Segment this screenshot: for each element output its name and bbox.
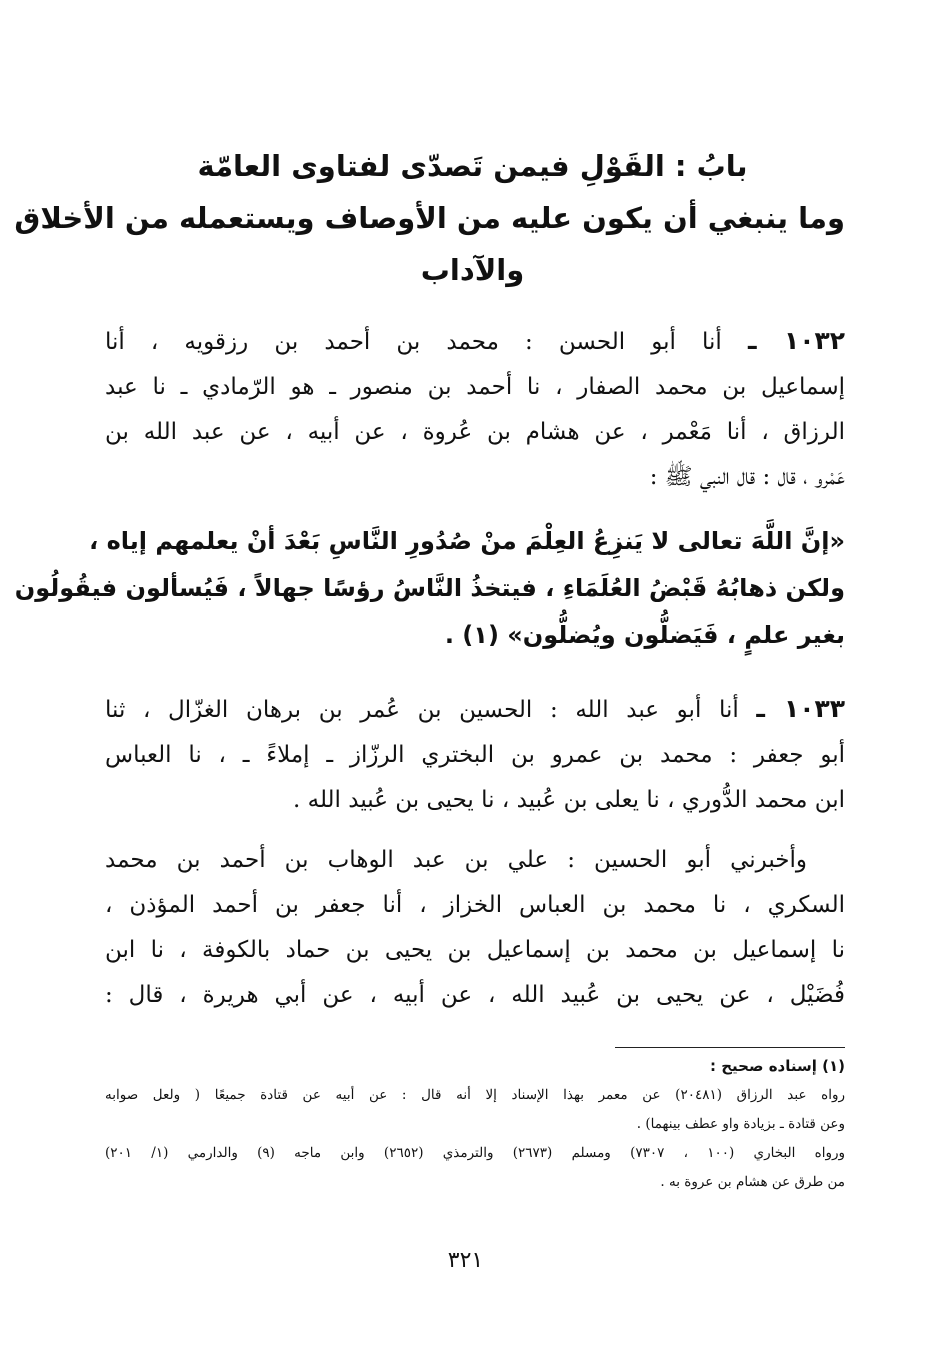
paragraph-1032-line-1 bbox=[105, 318, 845, 365]
chapter-title-line-1: بابُ : القَوْلِ فيمن تَصدّى لفتاوى العامّة bbox=[197, 149, 748, 183]
footnote-line-1: رواه عبد الرزاق (٢٠٤٨١) عن معمر بهذا الإسناد إلا أنه قال : عن أبيه عن قتادة جميعًا ( ولعل صوابه bbox=[105, 1087, 845, 1103]
paragraph-continuation-line-3: نا إسماعيل بن محمد بن إسماعيل بن يحيى بن حماد بالكوفة ، نا ابن bbox=[105, 937, 845, 963]
chapter-title-line-3: والآداب bbox=[420, 253, 525, 287]
paragraph-number-1032: ١٠٣٢ ـ bbox=[747, 326, 846, 355]
paragraph-number-1033: ١٠٣٣ ـ bbox=[756, 694, 846, 723]
paragraph-1033-line-2: أبو جعفر : محمد بن عمرو بن البختري الرزّاز ـ إملاءً ـ ، نا العباس bbox=[105, 742, 845, 768]
footnote-heading: (١) إسناده صحيح : bbox=[710, 1057, 845, 1075]
page-number: ٣٢١ bbox=[447, 1248, 484, 1273]
text-line: أنا أبو الحسن : محمد بن أحمد بن رزقويه ، أنا bbox=[105, 329, 722, 355]
paragraph-1032-line-2: إسماعيل بن محمد الصفار ، نا أحمد بن منصور ـ هو الرّمادي ـ نا عبد bbox=[105, 374, 845, 400]
chapter-title bbox=[14, 140, 845, 296]
footnote-divider bbox=[615, 1047, 845, 1048]
paragraph-1033-line-3: ابن محمد الدُّوري ، نا يعلى بن عُبيد ، نا يحيى بن عُبيد الله . bbox=[292, 787, 845, 813]
paragraph-continuation-line-4: فُضَيْل ، عن يحيى بن عُبيد الله ، عن أبيه ، عن أبي هريرة ، قال : bbox=[105, 982, 845, 1008]
paragraph-1032 bbox=[105, 318, 845, 500]
paragraph-continuation-line-1: وأخبرني أبو الحسين : علي بن عبد الوهاب بن أحمد بن محمد bbox=[105, 847, 807, 873]
hadith-line-1: «إنَّ اللَّهَ تعالى لا يَنزِعُ العِلْمَ منْ صُدُورِ النَّاسِ بَعْدَ أنْ يعلمهم إياه ، bbox=[89, 527, 845, 555]
hadith-line-2: ولكن ذهابُهُ قَبْضُ العُلَمَاءِ ، فيتخذُ النَّاسُ رؤسًا جهالاً ، فَيُسألون فيقُولُون bbox=[14, 574, 845, 602]
chapter-title-line-2: وما ينبغي أن يكون عليه من الأوصاف ويستعمله من الأخلاق bbox=[14, 201, 845, 235]
hadith-text bbox=[14, 518, 845, 659]
hadith-line-3: بغير علمٍ ، فَيَضلُّون ويُضلُّون» (١) . bbox=[444, 621, 845, 649]
paragraph-continuation bbox=[105, 838, 845, 1018]
paragraph-1033-line-1 bbox=[105, 686, 845, 733]
footnote-line-2: وعن قتادة ـ بزيادة واو عطف بينهما) . bbox=[636, 1116, 845, 1132]
paragraph-1033 bbox=[105, 686, 845, 823]
footnote-line-4: من طرق عن هشام بن عروة به . bbox=[660, 1174, 845, 1190]
paragraph-1032-line-4: عَمْرو ، قال : قال النبي ﷺ : bbox=[649, 464, 845, 490]
text-line: أنا أبو عبد الله : الحسين بن عُمر بن برهان الغزّال ، ثنا bbox=[105, 697, 739, 723]
footnotes bbox=[105, 1052, 845, 1197]
paragraph-continuation-line-2: السكري ، نا محمد بن العباس الخزاز ، أنا جعفر بن أحمد المؤذن ، bbox=[105, 892, 845, 918]
footnote-line-3: ورواه البخاري (١٠٠ ، ٧٣٠٧) ومسلم (٢٦٧٣) والترمذي (٢٦٥٢) وابن ماجه (٩) والدارمي (١/ ٢٠١) bbox=[105, 1145, 846, 1161]
paragraph-1032-line-3: الرزاق ، أنا مَعْمر ، عن هشام بن عُروة ، عن أبيه ، عن عبد الله بن bbox=[105, 419, 845, 445]
